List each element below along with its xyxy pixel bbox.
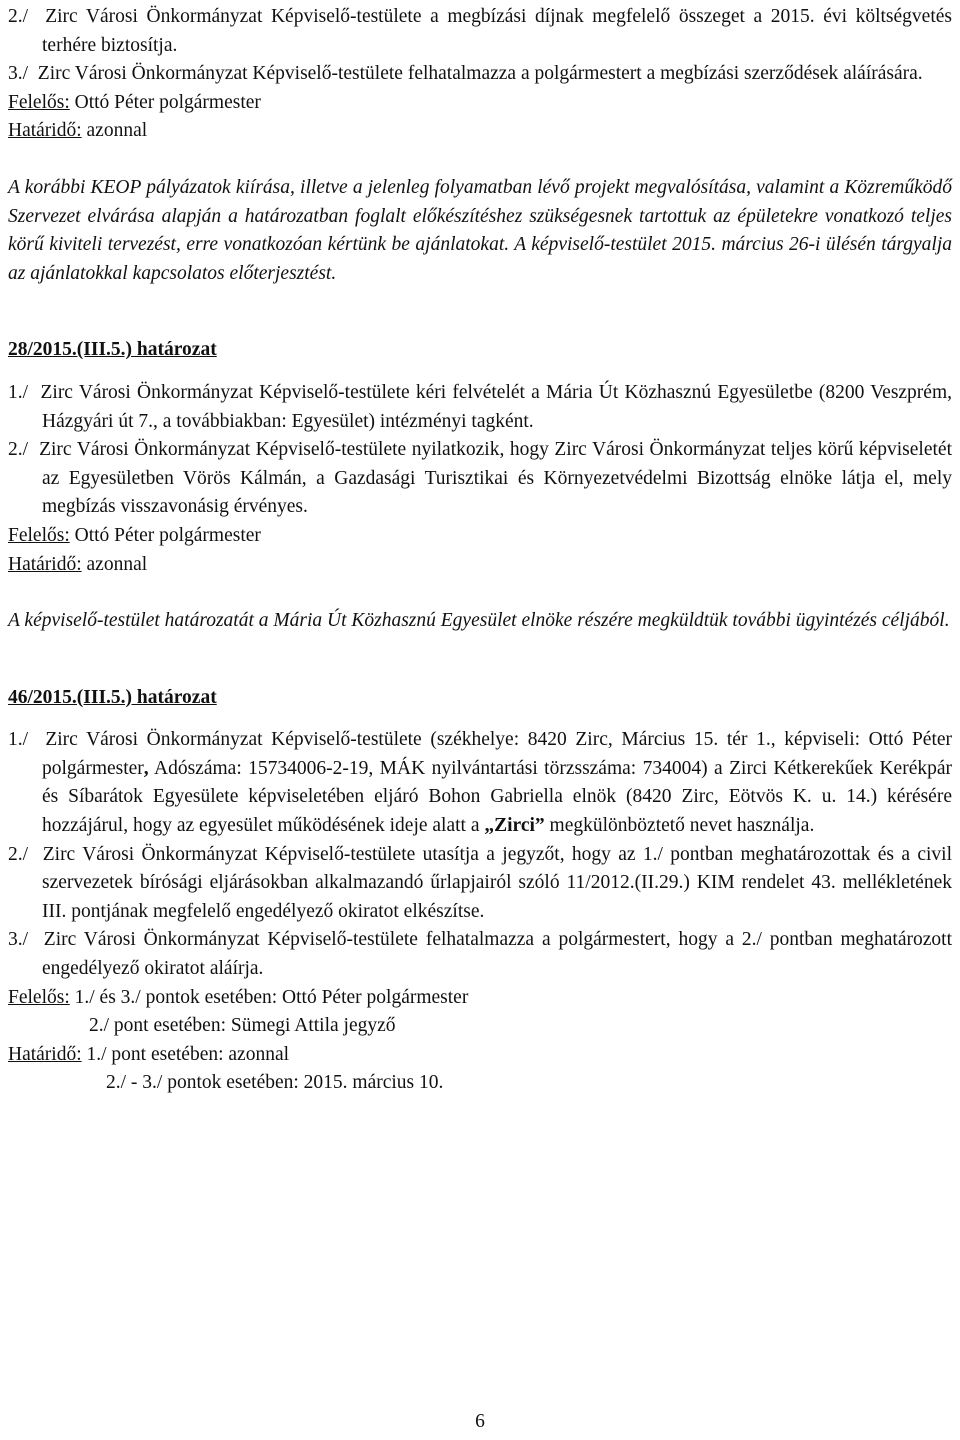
responsible-value: Ottó Péter polgármester bbox=[74, 91, 261, 113]
deadline-label: Határidő: bbox=[8, 120, 82, 142]
resolution-note: A képviselő-testület határozatát a Mária Út Közhasznú Egyesület elnöke részére megküldtük további ügyintézés céljából. bbox=[8, 610, 950, 632]
item-number: 1./ bbox=[8, 381, 29, 403]
list-item bbox=[8, 726, 952, 840]
deadline-line bbox=[8, 1069, 952, 1098]
item-text: megkülönböztető nevet használja. bbox=[544, 815, 815, 837]
deadline-value: 2./ - 3./ pontok esetében: 2015. március 10. bbox=[106, 1072, 444, 1094]
responsible-line bbox=[8, 984, 952, 1013]
responsible-value: 2./ pont esetében: Sümegi Attila jegyző bbox=[89, 1015, 396, 1037]
item-text: Zirc Városi Önkormányzat Képviselő-testülete a megbízási díjnak megfelelő összeget a 2015. évi költségvetés terhére biztosítja. bbox=[42, 6, 952, 56]
item-text: Zirc Városi Önkormányzat Képviselő-testülete felhatalmazza a polgármestert, hogy a 2./ pontban meghatározott engedélyező okiratot aláírja. bbox=[42, 929, 952, 980]
deadline-line bbox=[8, 551, 952, 580]
responsible-value: 1./ és 3./ pontok esetében: Ottó Péter polgármester bbox=[74, 986, 469, 1008]
responsible-label: Felelős: bbox=[8, 524, 70, 546]
responsible-line bbox=[8, 522, 952, 551]
page-content bbox=[8, 3, 952, 1098]
item-comma: , bbox=[143, 757, 149, 779]
item-text: Zirc Városi Önkormányzat Képviselő-testülete (székhelye: 8420 Zirc, Március 15. tér 1., képviseli: Ottó Péter polgármester bbox=[42, 729, 953, 779]
item-text: Zirc Városi Önkormányzat Képviselő-testülete felhatalmazza a polgármestert a megbízási szerződések aláírására. bbox=[37, 63, 923, 85]
responsible-line bbox=[8, 1012, 952, 1041]
item-text: Zirc Városi Önkormányzat Képviselő-testülete utasítja a jegyzőt, hogy az 1./ pontban meghatározottak és a civil szervezetek bírósági eljárásokban alkalmazandó űrlapjairól szóló 11/2012.(II.29.) KIM rendelet 43. mellékletének III. pontjának megfelelő engedélyező okiratot elkészítse. bbox=[42, 843, 952, 922]
list-item bbox=[8, 60, 952, 89]
deadline-value: azonnal bbox=[86, 553, 148, 575]
list-item bbox=[8, 926, 952, 983]
item-number: 2./ bbox=[8, 843, 29, 865]
deadline-value: 1./ pont esetében: azonnal bbox=[86, 1043, 290, 1065]
list-item bbox=[8, 841, 952, 927]
item-number: 3./ bbox=[8, 63, 29, 85]
keop-paragraph: A korábbi KEOP pályázatok kiírása, illetve a jelenleg folyamatban lévő projekt megvalósítása, valamint a Közreműködő Szervezet elvárása alapján a határozatban foglalt előkészítéshez szükségesnek tartottuk az épületekre vonatkozó teljes körű kiviteli tervezést, erre vonatkozóan kértünk be ajánlatokat. A képviselő-testület 2015. március 26-i ülésén tárgyalja az ajánlatokkal kapcsolatos előterjesztést. bbox=[8, 176, 952, 284]
quoted-name: „Zirci” bbox=[484, 815, 545, 837]
item-text: Zirc Városi Önkormányzat Képviselő-testülete nyilatkozik, hogy Zirc Városi Önkormányzat teljes körű képviseletét az Egyesületben Vörös Kálmán, a Gazdasági Turisztikai és Környezetvédelmi Bizottság elnöke látja el, mely megbízás visszavonásig érvényes. bbox=[39, 439, 952, 518]
list-item bbox=[8, 436, 952, 522]
deadline-line bbox=[8, 117, 952, 146]
item-number: 3./ bbox=[8, 929, 29, 951]
item-text: Zirc Városi Önkormányzat Képviselő-testülete kéri felvételét a Mária Út Közhasznú Egyesületbe (8200 Veszprém, Házgyári út 7., a továbbiakban: Egyesület) intézményi tagként. bbox=[40, 381, 952, 432]
deadline-line bbox=[8, 1041, 952, 1070]
responsible-label: Felelős: bbox=[8, 986, 70, 1008]
item-number: 2./ bbox=[8, 439, 29, 461]
list-item bbox=[8, 379, 952, 436]
responsible-value: Ottó Péter polgármester bbox=[74, 524, 261, 546]
responsible-line bbox=[8, 89, 952, 118]
page-number: 6 bbox=[475, 1411, 485, 1432]
resolution-title: 28/2015.(III.5.) határozat bbox=[8, 339, 217, 361]
item-number: 1./ bbox=[8, 729, 29, 751]
item-number: 2./ bbox=[8, 6, 29, 27]
list-item bbox=[8, 3, 952, 60]
deadline-value: azonnal bbox=[86, 120, 148, 142]
resolution-title: 46/2015.(III.5.) határozat bbox=[8, 686, 217, 708]
deadline-label: Határidő: bbox=[8, 1043, 82, 1065]
item-text: Adószáma: 15734006-2-19, MÁK nyilvántartási törzsszáma: 734004) a Zirci Kétkerekűek Kerékpár és Síbarátok Egyesülete képviseletében eljáró Bohon Gabriella elnök (8420 Zirc, Eötvös K. u. 14.) kérésére hozzájárul, hogy az egyesület működésének ideje alatt a bbox=[42, 757, 952, 837]
responsible-label: Felelős: bbox=[8, 91, 70, 113]
deadline-label: Határidő: bbox=[8, 553, 82, 575]
